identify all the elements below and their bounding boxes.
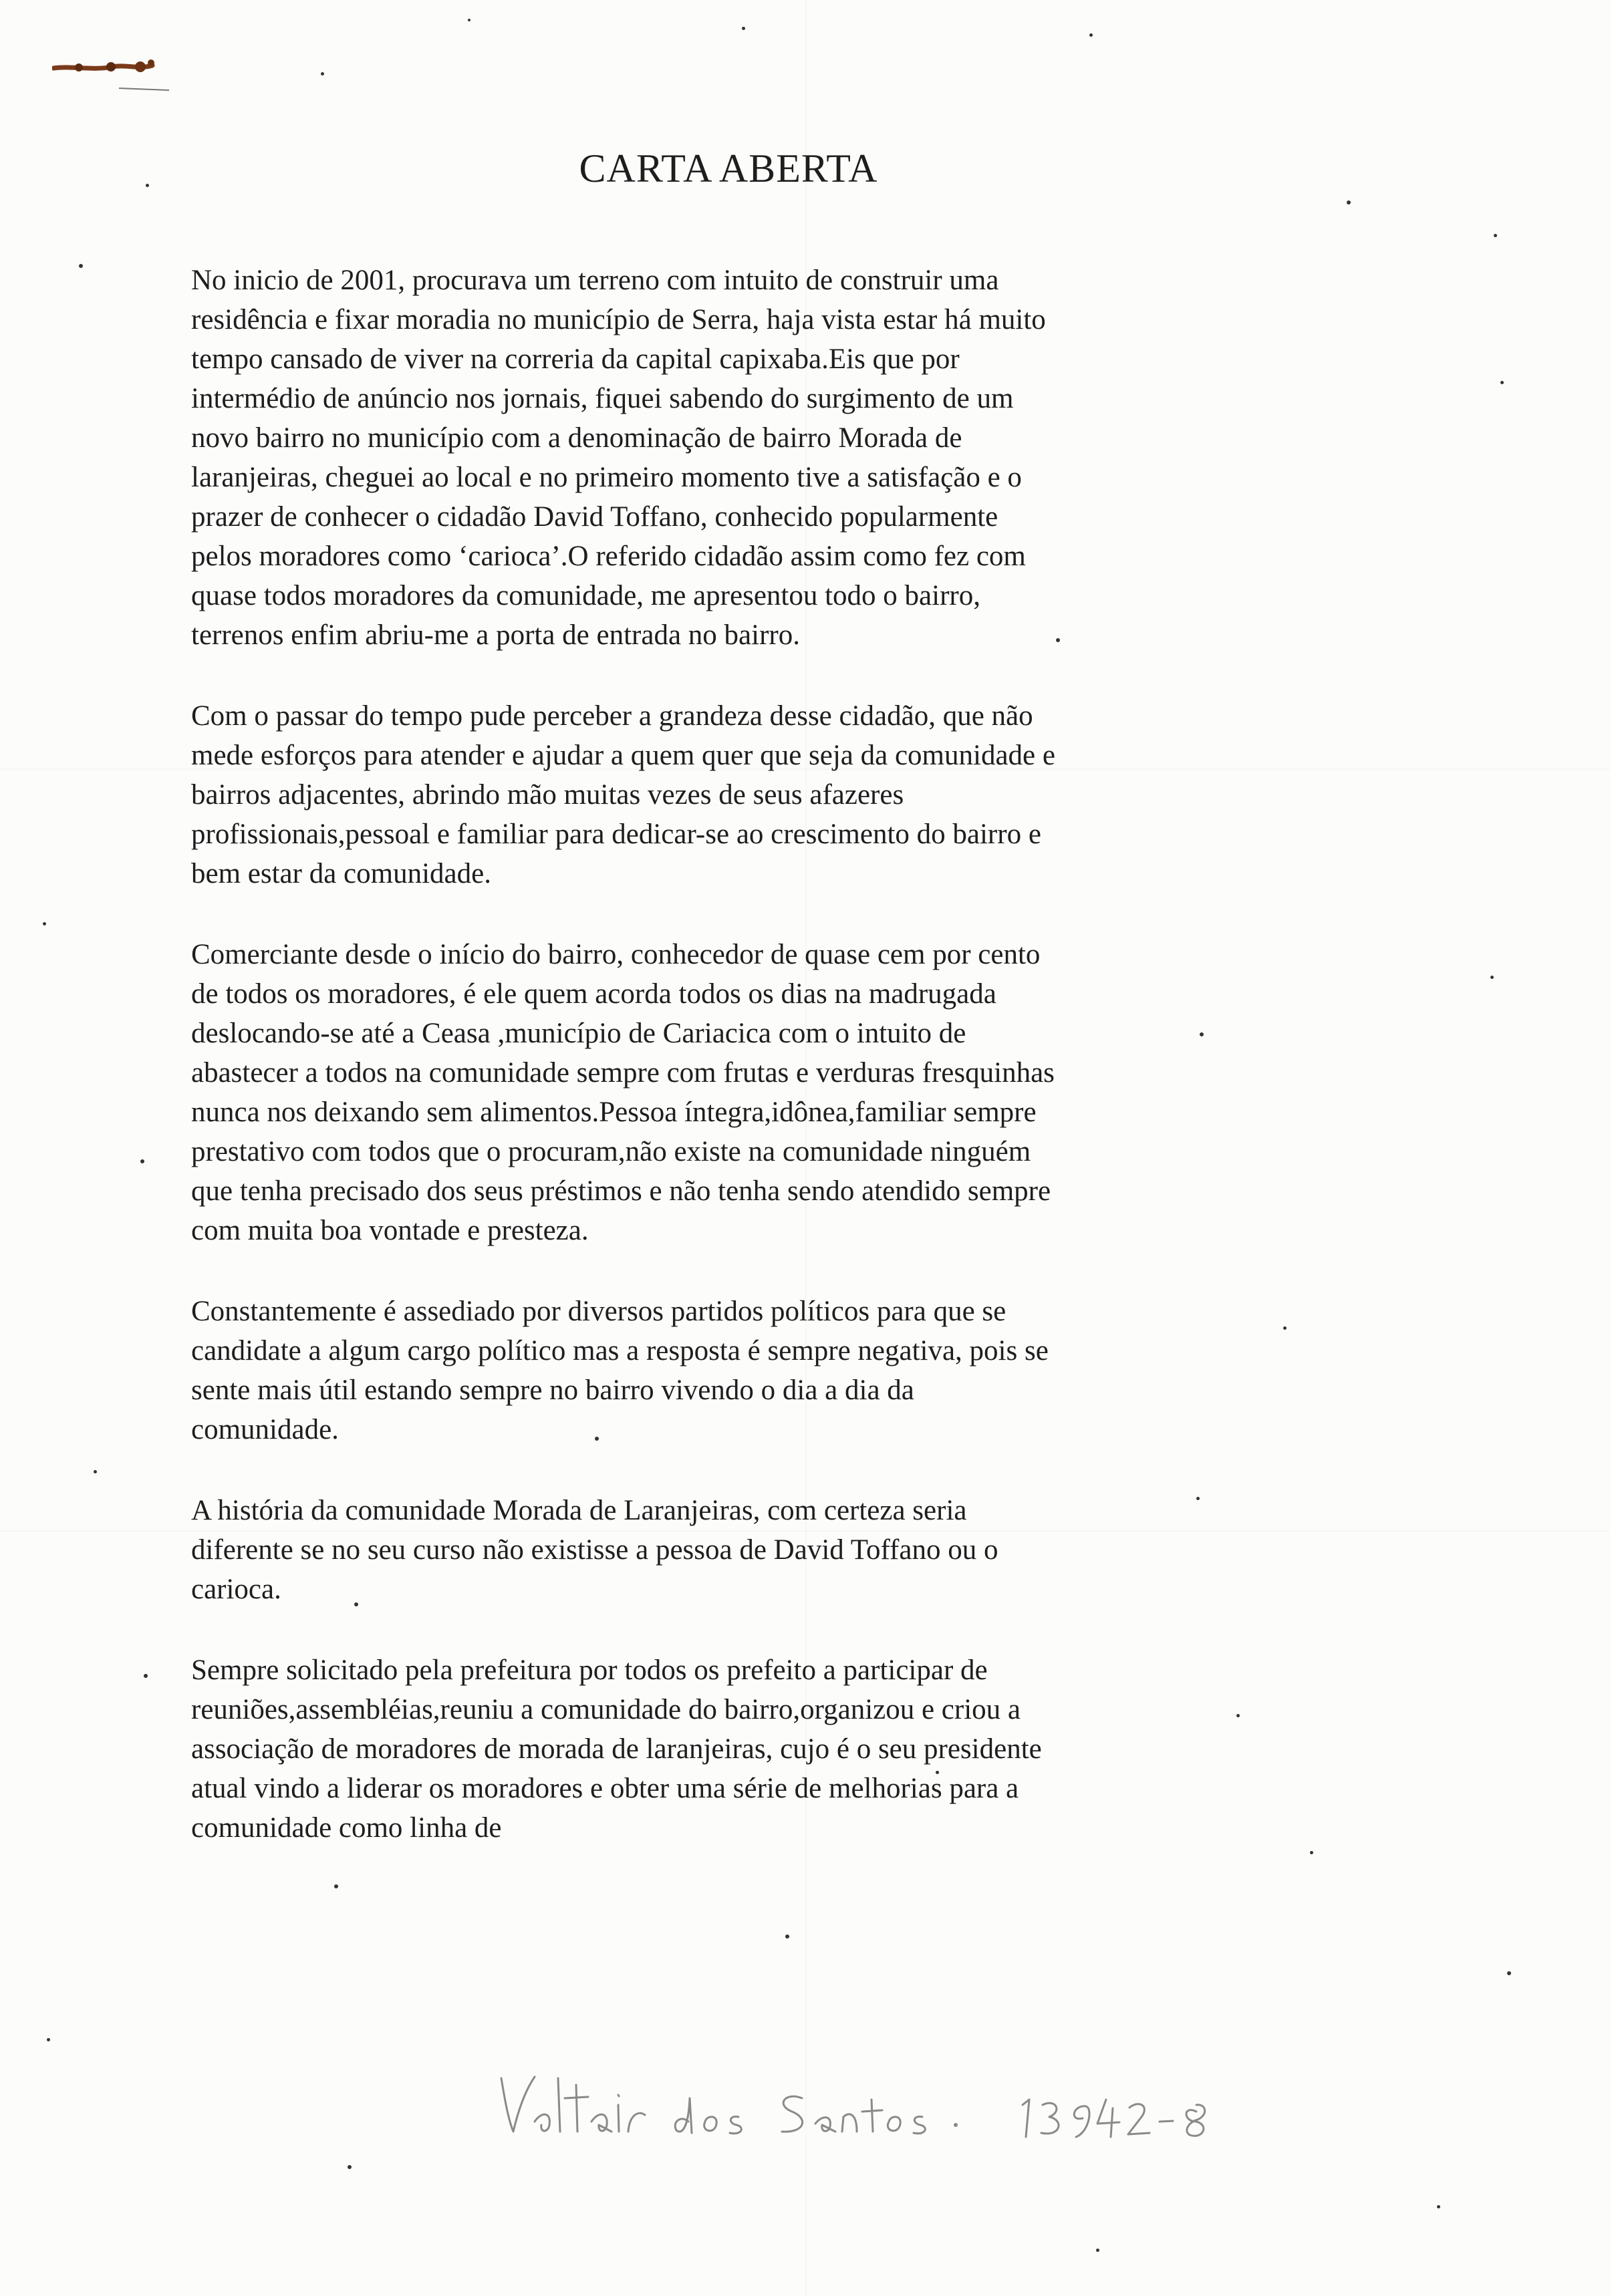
text-line: Com o passar do tempo pude perceber a grandeza desse cidadão, que não xyxy=(191,700,1033,732)
text-line: pelos moradores como ‘carioca’.O referido cidadão assim como fez com xyxy=(191,541,1026,572)
text-line: comunidade como linha de xyxy=(191,1812,502,1844)
text-line: prestativo com todos que o procuram,não existe na comunidade ninguém xyxy=(191,1136,1031,1167)
paper-speck xyxy=(1347,200,1351,204)
paper-speck xyxy=(785,1934,789,1939)
text-line: de todos os moradores, é ele quem acorda todos os dias na madrugada xyxy=(191,978,996,1010)
paragraph-4 xyxy=(191,1292,1260,1449)
text-line: nunca nos deixando sem alimentos.Pessoa íntegra,idônea,familiar sempre xyxy=(191,1097,1037,1128)
text-line: residência e fixar moradia no município de Serra, haja vista estar há muito xyxy=(191,304,1046,335)
text-line: terrenos enfim abriu-me a porta de entrada no bairro. xyxy=(191,619,800,651)
paper-speck xyxy=(321,72,324,76)
text-line: atual vindo a liderar os moradores e obter uma série de melhorias para a xyxy=(191,1773,1019,1804)
paper-speck xyxy=(1089,33,1093,37)
text-line: quase todos moradores da comunidade, me apresentou todo o bairro, xyxy=(191,580,980,611)
paper-speck xyxy=(140,1159,144,1163)
paper-speck xyxy=(468,19,471,21)
text-line: deslocando-se até a Ceasa ,município de Cariacica com o intuito de xyxy=(191,1018,966,1049)
text-line: comunidade. xyxy=(191,1414,339,1445)
paper-speck xyxy=(94,1470,97,1473)
letter-body xyxy=(191,261,1260,1889)
paper-speck xyxy=(1490,976,1494,979)
paper-speck xyxy=(1507,1971,1511,1975)
text-line: candidate a algum cargo político mas a resposta é sempre negativa, pois se xyxy=(191,1335,1049,1367)
paper-speck xyxy=(79,264,83,268)
paper-speck xyxy=(1096,2249,1099,2252)
paragraph-1 xyxy=(191,261,1260,655)
paper-speck xyxy=(1500,381,1504,384)
text-line: reuniões,assembléias,reuniu a comunidade do bairro,organizou e criou a xyxy=(191,1694,1021,1725)
text-line: com muita boa vontade e presteza. xyxy=(191,1215,589,1246)
paper-speck xyxy=(1310,1851,1313,1854)
paper-speck xyxy=(1283,1326,1287,1330)
text-line: profissionais,pessoal e familiar para dedicar-se ao crescimento do bairro e xyxy=(191,819,1041,850)
text-line: sente mais útil estando sempre no bairro vivendo o dia a dia da xyxy=(191,1375,914,1406)
text-line: bem estar da comunidade. xyxy=(191,858,491,889)
text-line: Constantemente é assediado por diversos partidos políticos para que se xyxy=(191,1296,1007,1327)
text-line: que tenha precisado dos seus préstimos e não tenha sendo atendido sempre xyxy=(191,1175,1051,1207)
paper-speck xyxy=(742,27,745,30)
text-line: No inicio de 2001, procurava um terreno com intuito de construir uma xyxy=(191,265,999,296)
paper-speck xyxy=(348,2165,352,2169)
text-line: Comerciante desde o início do bairro, conhecedor de quase cem por cento xyxy=(191,939,1041,970)
paragraph-6 xyxy=(191,1651,1260,1848)
text-line: tempo cansado de viver na correria da capital capixaba.Eis que por xyxy=(191,343,960,375)
paper-speck xyxy=(1494,234,1497,237)
letter-title: CARTA ABERTA xyxy=(579,146,878,190)
text-line: A história da comunidade Morada de Laranjeiras, com certeza seria xyxy=(191,1495,967,1526)
text-line: abastecer a todos na comunidade sempre com frutas e verduras fresquinhas xyxy=(191,1057,1055,1089)
text-line: carioca. xyxy=(191,1574,281,1605)
paragraph-3 xyxy=(191,935,1260,1250)
text-line: prazer de conhecer o cidadão David Toffano, conhecido popularmente xyxy=(191,501,998,533)
text-line: diferente se no seu curso não existisse a pessoa de David Toffano ou o xyxy=(191,1534,998,1566)
paper-speck xyxy=(47,2038,50,2041)
paragraph-5 xyxy=(191,1491,1260,1609)
text-line: laranjeiras, cheguei ao local e no primeiro momento tive a satisfação e o xyxy=(191,462,1022,493)
text-line: mede esforços para atender e ajudar a quem quer que seja da comunidade e xyxy=(191,740,1055,771)
staple-rust-mark-icon xyxy=(52,53,172,100)
paper-speck xyxy=(1437,2205,1440,2208)
handwritten-signature xyxy=(488,2058,1223,2152)
text-line: novo bairro no município com a denominação de bairro Morada de xyxy=(191,422,962,454)
paragraph-2 xyxy=(191,696,1260,893)
text-line: bairros adjacentes, abrindo mão muitas vezes de seus afazeres xyxy=(191,779,904,811)
paper-speck xyxy=(144,1674,148,1678)
text-line: intermédio de anúncio nos jornais, fiquei sabendo do surgimento de um xyxy=(191,383,1014,414)
text-line: associação de moradores de morada de laranjeiras, cujo é o seu presidente xyxy=(191,1733,1042,1765)
paper-speck xyxy=(43,922,46,925)
text-line: Sempre solicitado pela prefeitura por todos os prefeito a participar de xyxy=(191,1655,988,1686)
